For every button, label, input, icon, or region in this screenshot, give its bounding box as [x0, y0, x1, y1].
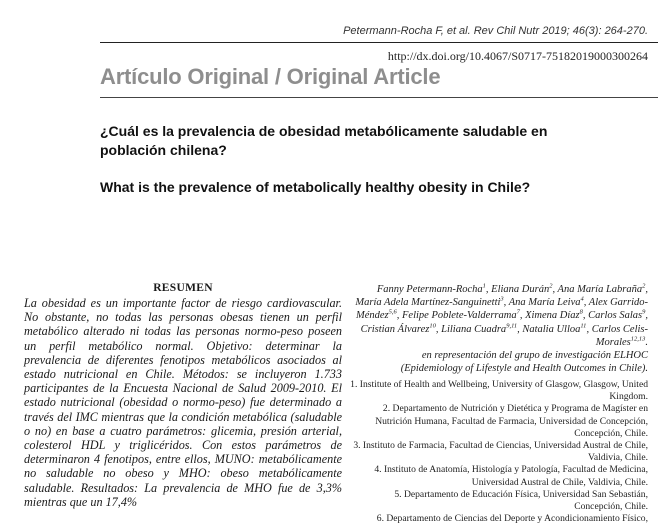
affiliation-5: 5. Departamento de Educación Física, Universidad San Sebastián, Concepción, Chile. [394, 488, 648, 513]
author-name: Felipe Poblete-Valderrama [402, 310, 517, 322]
article-title-spanish: ¿Cuál es la prevalencia de obesidad metabólicamente saludable en población chilena? [100, 123, 548, 158]
abstract-heading: RESUMEN [153, 282, 213, 294]
author-name: María Adela Martínez-Sanguinetti [355, 297, 501, 309]
author-affiliation-marker: 10 [429, 322, 436, 330]
author-affiliation-marker: 7 [516, 308, 520, 316]
author-affiliation-marker: 11 [580, 322, 587, 330]
affiliation-4: 4. Instituto de Anatomía, Histología y Patología, Facultad de Medicina, Universidad Austral de Chile, Valdivia, Chile. [374, 464, 648, 488]
author-name: Natalia Ulloa [522, 323, 581, 335]
author-affiliation-marker: 3 [500, 295, 504, 303]
journal-citation: Petermann-Rocha F, et al. Rev Chil Nutr 2019; 46(3): 264-270. [343, 25, 648, 37]
author-affiliation-marker: 9 [642, 308, 646, 316]
author-name: Ana María Leiva [508, 297, 581, 309]
article-title-english: What is the prevalence of metabolically healthy obesity in Chile? [100, 179, 531, 195]
author-affiliation-marker: 2 [549, 282, 553, 290]
author-name: Ximena Díaz [525, 310, 580, 322]
author-name: Ana María Labraña [557, 284, 643, 295]
author-affiliation-marker: 9,11 [506, 322, 518, 330]
header-rule [100, 42, 658, 43]
author-affiliation-marker: 2 [642, 282, 646, 290]
research-group-line: en representación del grupo de investigación ELHOC [421, 350, 648, 362]
affiliation-2: 2. Departamento de Nutrición y Dietética y Programa de Magíster en Nutrición Humana, Facultad de Farmacia, Universidad de Concepción, Concepción, Chile. [375, 403, 648, 439]
doi-link[interactable]: http://dx.doi.org/10.4067/S0717-75182019000300264 [387, 49, 648, 63]
abstract-body: La obesidad es un importante factor de riesgo cardiovascular. No obstante, no todas las personas obesas tienen un perfil metabólico alterado ni todas las personas normo-peso poseen un perfil metabólico normal. Objetivo: determinar la prevalencia de diferentes fenotipos metabólicos asociados al estado nutricional en Chile. Métodos: se incluyeron 1.733 participantes de la Encuesta Nacional de Salud 2009-2010. El estado nutricional (obesidad o normo-peso) fue determinado a través del IMC mientras que la condición metabólica (saludable o no) en base a cuatro parámetros: glicemia, presión arterial, colesterol HDL y triglicéridos. Con estos parámetros de determinaron 4 fenotipos, entre ellos, MUNO: metabólicamente no saludable no obeso y MHO: obeso metabólicamente saludable. Resultados: La prevalencia de MHO fue de 3,3% mientras que un 17,4% [24, 296, 342, 509]
section-rule [100, 97, 658, 98]
section-title: Artículo Original / Original Article [100, 64, 441, 89]
author-name: Alex Garrido-Méndez [355, 297, 648, 322]
research-group-name: (Epidemiology of Lifestyle and Health Outcomes in Chile). [400, 363, 648, 375]
affiliation-1: 1. Institute of Health and Wellbeing, University of Glasgow, Glasgow, United Kingdom. [350, 379, 648, 403]
author-affiliation-marker: 8 [579, 308, 583, 316]
author-name: Cristian Álvarez [360, 323, 430, 335]
affiliation-6: 6. Departamento de Ciencias del Deporte y Acondicionamiento Físico, [376, 513, 648, 525]
author-name: Fanny Petermann-Rocha [376, 284, 483, 295]
author-affiliation-marker: 1 [482, 282, 486, 290]
author-name: Carlos Celis-Morales [591, 323, 648, 348]
author-affiliation-marker: 5,6 [388, 308, 397, 316]
author-name: Eliana Durán [491, 284, 550, 295]
affiliation-3: 3. Instituto de Farmacia, Facultad de Ciencias, Universidad Austral de Chile, Valdivia, Chile. [353, 440, 648, 464]
author-list [350, 283, 648, 375]
affiliation-list [350, 379, 648, 525]
author-names: Fanny Petermann-Rocha$^1$, Eliana Durán$^2$, Ana María Labraña$^2$, María Adela Martínez-Sanguinetti$^3$, Ana María Leiva$^4$, Alex Garrido-Méndez$^{5,6}$, Felipe Poblete-Valderrama$^7$, Ximena Díaz$^8$, Carlos Salas$^9$, Cristian Álvarez$^{10}$, Liliana Cuadra$^{9,11}$, Natalia Ulloa$^{11}$, Carlos Celis-Morales$^{12,13}$. [355, 282, 648, 348]
author-affiliation-marker: 4 [580, 295, 584, 303]
author-affiliation-marker: 12,13 [630, 335, 646, 343]
author-name: Liliana Cuadra [441, 323, 507, 335]
author-name: Carlos Salas [588, 310, 643, 322]
